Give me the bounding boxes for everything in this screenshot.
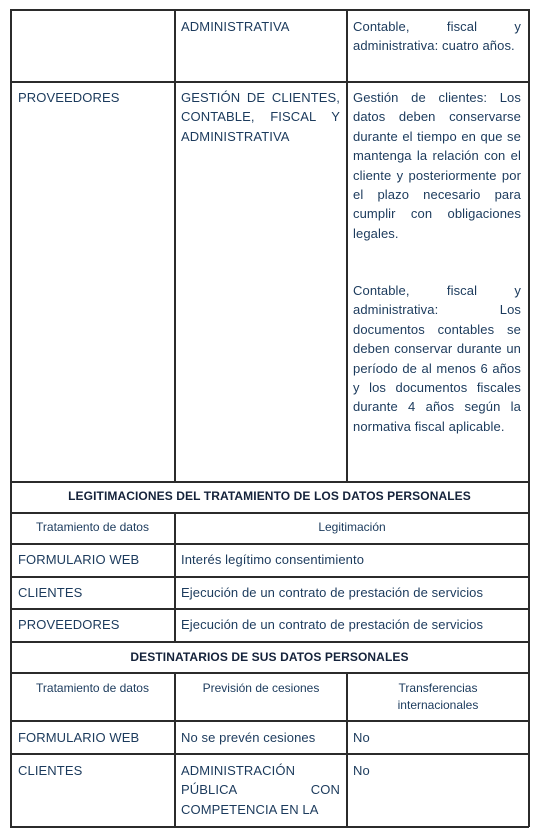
column-header-transfers: Transferencias internacionales bbox=[397, 681, 479, 712]
table-border bbox=[10, 720, 529, 722]
recipients-disclosures-cell: No se prevén cesiones bbox=[181, 730, 316, 745]
table-border bbox=[10, 753, 529, 755]
column-header-treatment: Tratamiento de datos bbox=[36, 681, 149, 695]
retention-category-cell: PROVEEDORES bbox=[18, 90, 120, 105]
table-border bbox=[10, 576, 529, 578]
recipients-treatment-cell: CLIENTES bbox=[18, 763, 83, 778]
table-border bbox=[10, 608, 529, 610]
table-border bbox=[10, 826, 529, 828]
table-border bbox=[528, 9, 530, 827]
table-border bbox=[10, 481, 529, 483]
recipients-treatment-cell: FORMULARIO WEB bbox=[18, 730, 140, 745]
legitimation-treatment-cell: PROVEEDORES bbox=[18, 617, 120, 632]
table-border bbox=[10, 543, 529, 545]
legitimation-treatment-cell: FORMULARIO WEB bbox=[18, 552, 140, 567]
retention-data-cell: ADMINISTRATIVA bbox=[181, 19, 290, 34]
legitimation-treatment-cell: CLIENTES bbox=[18, 585, 83, 600]
retention-data-cell: GESTIÓN DE CLIENTES, CONTABLE, FISCAL Y ADMINISTRATIVA bbox=[181, 90, 340, 144]
retention-period-clients: Gestión de clientes: Los datos deben conservarse durante el tiempo en que se mantenga la relación con el cliente y posteriormente por el plazo necesario para cumplir con obligaciones legales. bbox=[353, 90, 521, 241]
table-border bbox=[346, 672, 348, 827]
legitimation-basis-cell: Ejecución de un contrato de prestación de servicios bbox=[181, 617, 484, 632]
column-header-treatment: Tratamiento de datos bbox=[36, 520, 149, 534]
table-border bbox=[10, 9, 529, 11]
recipients-transfers-cell: No bbox=[353, 763, 370, 778]
retention-period-cell: Contable, fiscal y administrativa: cuatro años. bbox=[353, 19, 521, 54]
recipients-transfers-cell: No bbox=[353, 730, 370, 745]
recipients-section-title: DESTINATARIOS DE SUS DATOS PERSONALES bbox=[130, 650, 409, 664]
column-header-legitimation: Legitimación bbox=[318, 520, 386, 534]
table-border bbox=[10, 81, 529, 83]
retention-period-accounting: Contable, fiscal y administrativa: Los documentos contables se deben conservar durante un período de al menos 6 años y los documentos fiscales durante 4 años según la normativa fiscal aplicable. bbox=[353, 283, 521, 434]
table-border bbox=[10, 672, 529, 674]
table-border bbox=[10, 641, 529, 643]
legitimation-section-title: LEGITIMACIONES DEL TRATAMIENTO DE LOS DATOS PERSONALES bbox=[68, 489, 471, 503]
table-border bbox=[10, 512, 529, 514]
table-border bbox=[174, 9, 176, 482]
legitimation-basis-cell: Interés legítimo consentimiento bbox=[181, 552, 365, 567]
table-border bbox=[346, 9, 348, 482]
recipients-disclosures-cell: ADMINISTRACIÓN PÚBLICA CON COMPETENCIA EN LA bbox=[181, 763, 340, 817]
column-header-disclosures: Previsión de cesiones bbox=[202, 681, 320, 695]
legitimation-basis-cell: Ejecución de un contrato de prestación de servicios bbox=[181, 585, 484, 600]
table-border bbox=[10, 9, 12, 827]
